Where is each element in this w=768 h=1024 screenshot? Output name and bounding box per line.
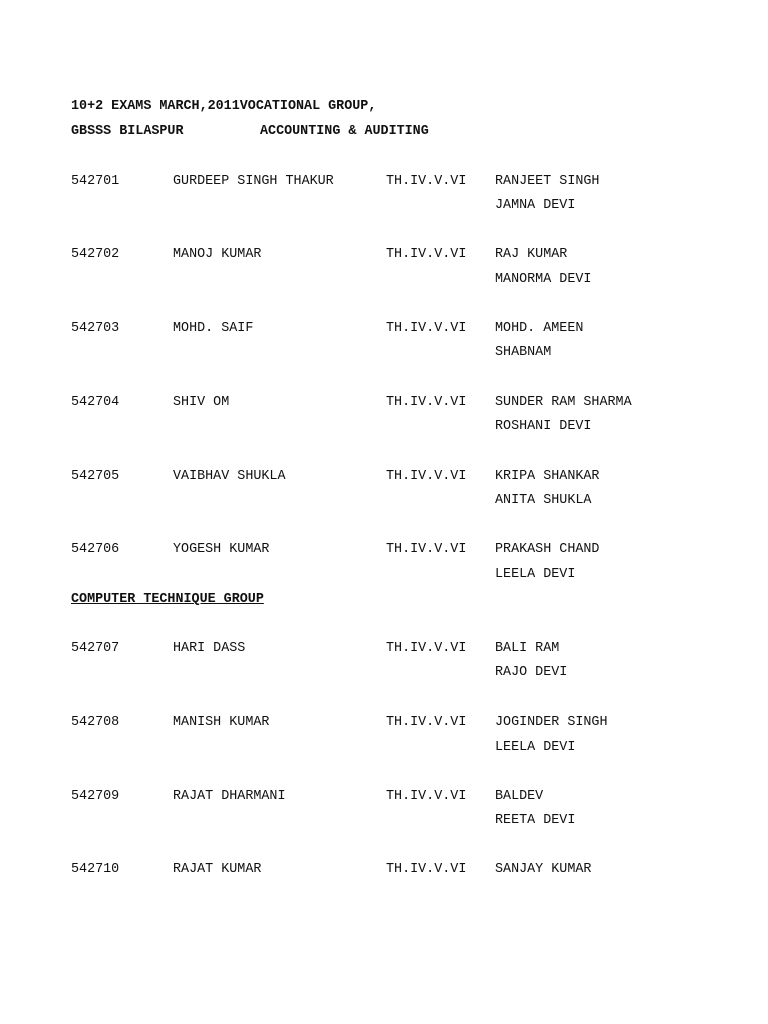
student-name: RAJAT DHARMANI [173, 789, 286, 804]
father-name: RAJ KUMAR [495, 247, 568, 262]
subjects: TH.IV.V.VI [386, 174, 467, 189]
roll-number: 542701 [71, 174, 120, 189]
subjects: TH.IV.V.VI [386, 862, 467, 877]
student-name: VAIBHAV SHUKLA [173, 469, 286, 484]
group-title-computer: COMPUTER TECHNIQUE GROUP [71, 592, 264, 607]
roll-number: 542706 [71, 542, 120, 557]
father-name: BALI RAM [495, 641, 560, 656]
father-name: MOHD. AMEEN [495, 321, 584, 336]
mother-name: JAMNA DEVI [495, 198, 576, 213]
roll-number: 542704 [71, 395, 120, 410]
roll-number: 542702 [71, 247, 120, 262]
roll-number: 542709 [71, 789, 120, 804]
subjects: TH.IV.V.VI [386, 641, 467, 656]
mother-name: LEELA DEVI [495, 567, 576, 582]
group-title-accounting: ACCOUNTING & AUDITING [260, 124, 429, 139]
father-name: BALDEV [495, 789, 544, 804]
mother-name: REETA DEVI [495, 813, 576, 828]
father-name: PRAKASH CHAND [495, 542, 600, 557]
mother-name: ANITA SHUKLA [495, 493, 592, 508]
student-name: MANOJ KUMAR [173, 247, 262, 262]
subjects: TH.IV.V.VI [386, 469, 467, 484]
subjects: TH.IV.V.VI [386, 715, 467, 730]
school-name: GBSSS BILASPUR [71, 124, 184, 139]
subjects: TH.IV.V.VI [386, 321, 467, 336]
father-name: JOGINDER SINGH [495, 715, 608, 730]
student-name: HARI DASS [173, 641, 246, 656]
father-name: SANJAY KUMAR [495, 862, 592, 877]
subjects: TH.IV.V.VI [386, 395, 467, 410]
student-name: YOGESH KUMAR [173, 542, 270, 557]
roll-number: 542705 [71, 469, 120, 484]
subjects: TH.IV.V.VI [386, 247, 467, 262]
student-name: RAJAT KUMAR [173, 862, 262, 877]
subjects: TH.IV.V.VI [386, 542, 467, 557]
mother-name: MANORMA DEVI [495, 272, 592, 287]
student-name: MANISH KUMAR [173, 715, 270, 730]
student-name: MOHD. SAIF [173, 321, 254, 336]
father-name: RANJEET SINGH [495, 174, 600, 189]
roll-number: 542707 [71, 641, 120, 656]
father-name: SUNDER RAM SHARMA [495, 395, 632, 410]
roll-number: 542710 [71, 862, 120, 877]
roll-number: 542703 [71, 321, 120, 336]
student-name: SHIV OM [173, 395, 230, 410]
mother-name: RAJO DEVI [495, 665, 568, 680]
student-name: GURDEEP SINGH THAKUR [173, 174, 334, 189]
father-name: KRIPA SHANKAR [495, 469, 600, 484]
mother-name: ROSHANI DEVI [495, 419, 592, 434]
subjects: TH.IV.V.VI [386, 789, 467, 804]
roll-number: 542708 [71, 715, 120, 730]
mother-name: SHABNAM [495, 345, 552, 360]
exam-title: 10+2 EXAMS MARCH,2011VOCATIONAL GROUP, [71, 99, 377, 114]
mother-name: LEELA DEVI [495, 740, 576, 755]
